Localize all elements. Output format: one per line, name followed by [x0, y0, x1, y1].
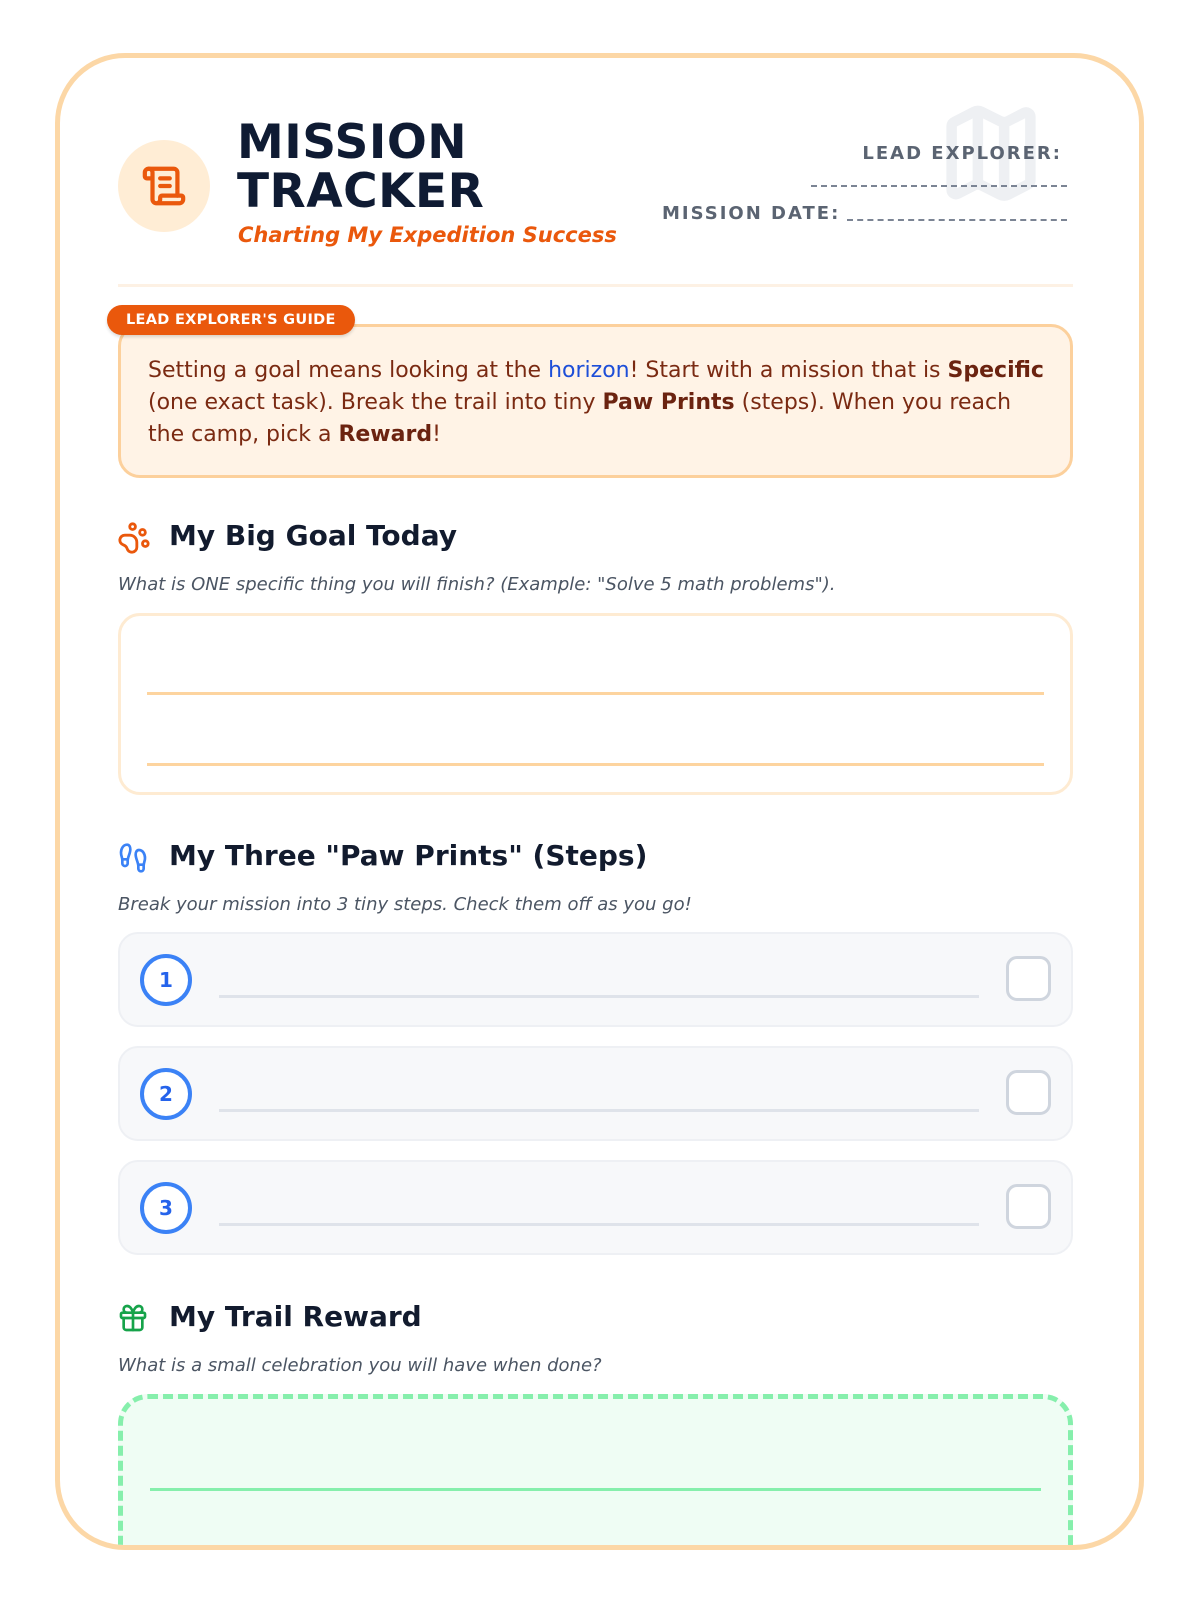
step-row — [118, 1160, 1073, 1255]
mission-date-field[interactable] — [847, 219, 1067, 221]
reward-write-line — [150, 1488, 1041, 1491]
header-divider — [118, 284, 1073, 287]
big-goal-title: My Big Goal Today — [169, 519, 457, 552]
mission-tracker-card — [55, 53, 1144, 1550]
steps-title: My Three "Paw Prints" (Steps) — [169, 839, 648, 872]
guide-specific: Specific — [947, 358, 1044, 383]
guide-text: Setting a goal means looking at the horizon! Start with a mission that is Specific (one exact task). Break the trail into tiny Paw Prints (steps). When you reach the camp, pick a Reward! — [148, 358, 1044, 447]
guide-box — [118, 324, 1073, 478]
step-input-line[interactable] — [219, 995, 979, 998]
big-goal-input[interactable] — [118, 613, 1073, 795]
goal-write-line — [147, 763, 1044, 766]
title-line-1: MISSION — [237, 115, 468, 170]
mission-date-label: MISSION DATE: — [662, 203, 841, 224]
step-checkbox[interactable] — [1006, 956, 1051, 1001]
guide-horizon: horizon — [548, 358, 630, 383]
paw-icon — [117, 521, 151, 555]
lead-explorer-label: LEAD EXPLORER: — [862, 143, 1062, 164]
step-input-line[interactable] — [219, 1109, 979, 1112]
reward-hint: What is a small celebration you will have when done? — [118, 1355, 602, 1376]
guide-badge: LEAD EXPLORER'S GUIDE — [107, 305, 355, 335]
page-title — [237, 115, 637, 219]
gift-icon — [117, 1302, 149, 1334]
guide-paw-prints: Paw Prints — [602, 390, 735, 415]
scroll-icon — [141, 163, 187, 209]
step-number-badge: 2 — [140, 1068, 192, 1120]
footprints-icon — [117, 842, 149, 874]
step-input-line[interactable] — [219, 1223, 979, 1226]
steps-hint: Break your mission into 3 tiny steps. Check them off as you go! — [118, 894, 692, 915]
step-row — [118, 1046, 1073, 1141]
lead-explorer-field[interactable] — [811, 185, 1067, 187]
step-checkbox[interactable] — [1006, 1070, 1051, 1115]
logo-badge — [118, 140, 210, 232]
goal-write-line — [147, 692, 1044, 695]
step-number-badge: 1 — [140, 954, 192, 1006]
step-checkbox[interactable] — [1006, 1184, 1051, 1229]
reward-input[interactable] — [118, 1394, 1073, 1550]
step-row — [118, 932, 1073, 1027]
title-line-2: TRACKER — [237, 164, 485, 219]
page-subtitle: Charting My Expedition Success — [238, 223, 617, 247]
reward-title: My Trail Reward — [169, 1300, 422, 1333]
big-goal-hint: What is ONE specific thing you will finish? (Example: "Solve 5 math problems"). — [118, 574, 836, 595]
step-number-badge: 3 — [140, 1182, 192, 1234]
guide-reward: Reward — [338, 422, 433, 447]
